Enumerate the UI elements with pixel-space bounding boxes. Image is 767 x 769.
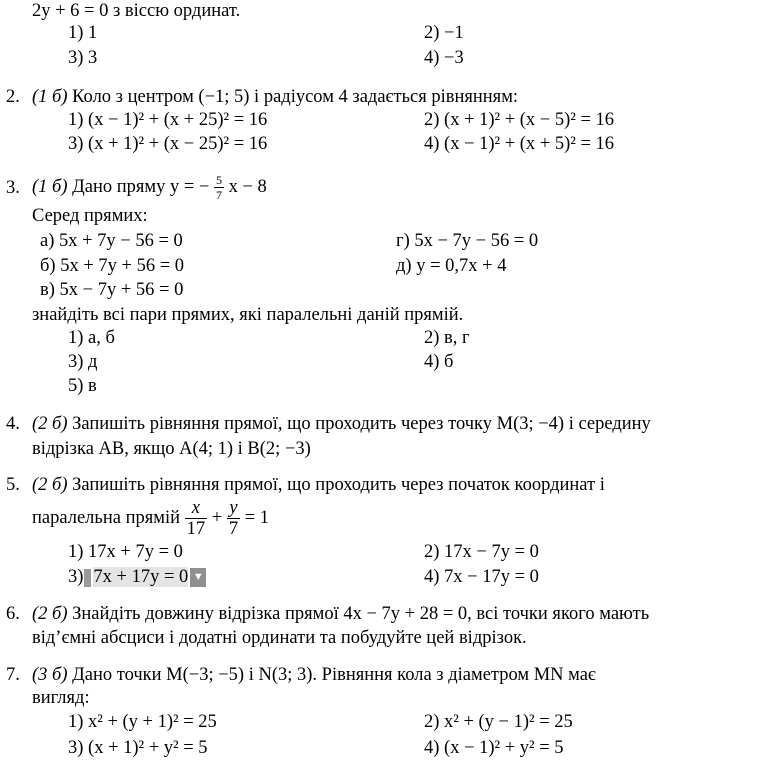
q1-option-2: 2) −1	[424, 23, 464, 43]
q4-line-1	[32, 413, 651, 435]
q5-frac1-num: x	[185, 499, 208, 520]
q2-text: Коло з центром (−1; 5) і радіусом 4 задається рівнянням:	[72, 87, 519, 107]
q5-points: (2 б)	[32, 475, 68, 495]
q3-text: Дано пряму y = −	[72, 177, 210, 197]
q4-line-1-text: Запишіть рівняння прямої, що проходить через точку M(3; −4) і середину	[72, 414, 651, 434]
q5-option-3-selected-field[interactable]: 7x + 17y = 0	[93, 567, 189, 587]
q7-line-1	[32, 664, 596, 686]
q3-among: Серед прямих:	[32, 206, 148, 226]
q7-option-4: 4) (x − 1)² + y² = 5	[424, 738, 564, 758]
q3-option-2: 2) в, г	[424, 328, 470, 348]
q7-line-1-text: Дано точки M(−3; −5) і N(3; 3). Рівняння кола з діаметром MN має	[72, 665, 596, 685]
q5-line-2-prefix: паралельна прямій	[32, 508, 180, 528]
q3-option-3: 3) д	[68, 352, 98, 372]
q7-option-1: 1) x² + (y + 1)² = 25	[68, 712, 217, 732]
q3-line-a: а) 5x + 7y − 56 = 0	[40, 231, 183, 251]
q5-line-2	[32, 494, 269, 542]
q6-line-1	[32, 603, 649, 625]
q3-text-after: x − 8	[228, 177, 267, 197]
q7-option-3: 3) (x + 1)² + y² = 5	[68, 738, 208, 758]
q5-line-1-text: Запишіть рівняння прямої, що проходить через початок координат і	[72, 475, 605, 495]
q3-points: (1 б)	[32, 177, 68, 197]
q1-tail: 2y + 6 = 0 з віссю ординат.	[32, 1, 241, 21]
q7-number: 7.	[6, 665, 20, 685]
q6-points: (2 б)	[32, 604, 68, 624]
q7-option-2: 2) x² + (y − 1)² = 25	[424, 712, 573, 732]
q1-option-1: 1) 1	[68, 23, 98, 43]
q3-line-v: в) 5x − 7y + 56 = 0	[40, 280, 184, 300]
resize-handle-icon[interactable]	[84, 569, 91, 587]
q3-number: 3.	[6, 178, 20, 198]
q2-option-3: 3) (x + 1)² + (x − 25)² = 16	[68, 134, 268, 154]
q5-option-1: 1) 17x + 7y = 0	[68, 542, 183, 562]
chevron-down-icon[interactable]: ▼	[190, 568, 206, 587]
q2-text-line	[32, 86, 518, 108]
q2-option-4: 4) (x − 1)² + (x + 5)² = 16	[424, 134, 615, 154]
q5-option-3-number: 3)	[68, 567, 84, 587]
q4-line-2: відрізка AB, якщо A(4; 1) і B(2; −3)	[32, 439, 311, 459]
q3-option-1: 1) а, б	[68, 328, 115, 348]
q3-frac-num: 5	[215, 173, 222, 188]
q7-line-2: вигляд:	[32, 688, 90, 708]
q3-question: знайдіть всі пари прямих, які паралельні даній прямій.	[32, 305, 464, 325]
q2-number: 2.	[6, 87, 20, 107]
q3-option-4: 4) б	[424, 352, 454, 372]
q5-line-1	[32, 474, 605, 496]
q5-option-4: 4) 7x − 17y = 0	[424, 567, 539, 587]
q5-eq: = 1	[244, 508, 269, 528]
q1-option-4: 4) −3	[424, 48, 464, 68]
q6-number: 6.	[6, 604, 20, 624]
q3-line-b: б) 5x + 7y + 56 = 0	[40, 256, 184, 276]
q3-line-d: д) y = 0,7x + 4	[396, 256, 507, 276]
q5-frac2-den: 7	[228, 519, 239, 540]
q2-option-2: 2) (x + 1)² + (x − 5)² = 16	[424, 110, 615, 130]
q5-plus: +	[211, 508, 223, 528]
q2-option-1: 1) (x − 1)² + (x + 25)² = 16	[68, 110, 268, 130]
q5-option-2: 2) 17x − 7y = 0	[424, 542, 539, 562]
q7-points: (3 б)	[32, 665, 68, 685]
q3-option-5: 5) в	[68, 376, 97, 396]
q5-option-3-row	[68, 566, 206, 588]
q2-points: (1 б)	[32, 87, 68, 107]
q6-line-2: від’ємні абсциси і додатні ординати та побудуйте цей відрізок.	[32, 628, 527, 648]
q6-line-1-text: Знайдіть довжину відрізка прямої 4x − 7y + 28 = 0, всі точки якого мають	[72, 604, 650, 624]
q5-frac1-den: 17	[186, 519, 206, 540]
q5-frac2-num: y	[227, 499, 240, 520]
q3-fraction	[214, 174, 224, 201]
q5-fraction-1	[185, 499, 208, 539]
q3-line-g: г) 5x − 7y − 56 = 0	[396, 231, 539, 251]
q3-text-line	[32, 170, 267, 204]
q3-frac-den: 7	[215, 188, 222, 203]
q1-option-3: 3) 3	[68, 48, 98, 68]
q5-fraction-2	[227, 499, 240, 539]
q4-number: 4.	[6, 414, 20, 434]
q4-points: (2 б)	[32, 414, 68, 434]
q5-number: 5.	[6, 475, 20, 495]
